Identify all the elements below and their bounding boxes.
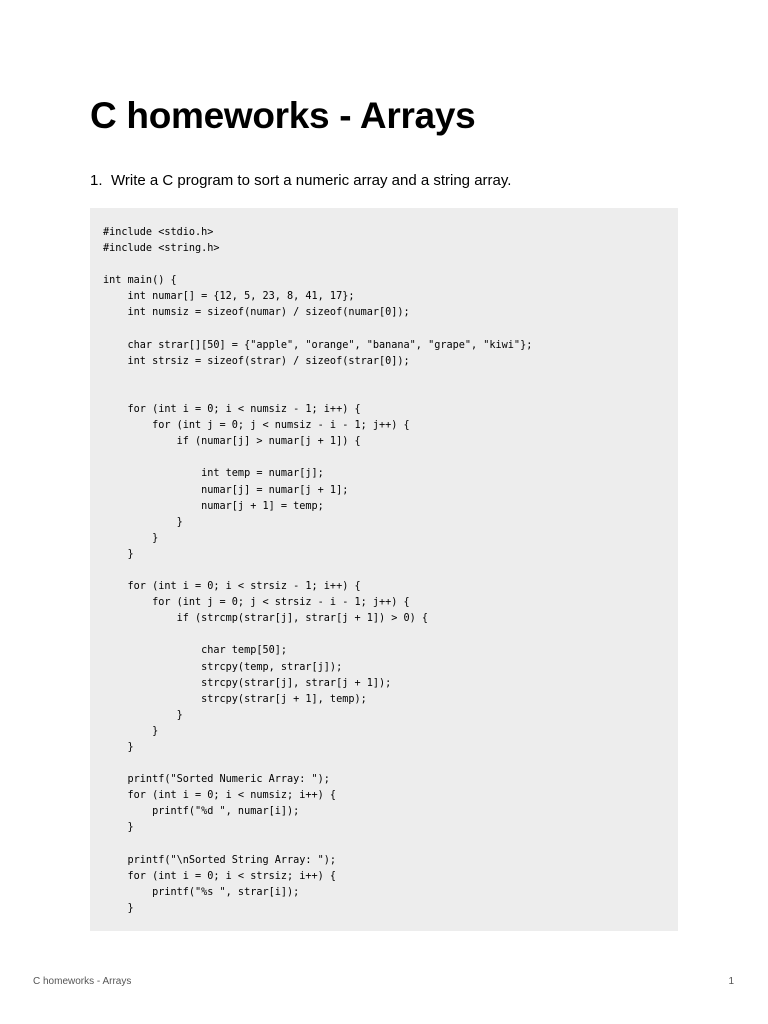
code-line: }	[103, 709, 183, 721]
code-line: for (int j = 0; j < numsiz - i - 1; j++) {	[103, 420, 410, 432]
code-line	[103, 563, 678, 579]
code-line: int numsiz = sizeof(numar) / sizeof(numar[0]);	[103, 307, 410, 319]
code-line: printf("%d ", numar[i]);	[103, 806, 300, 818]
code-line: }	[103, 822, 134, 834]
code-line: char temp[50];	[103, 645, 288, 657]
code-line	[103, 450, 678, 466]
code-line	[103, 370, 678, 386]
code-line: #include <stdio.h>	[103, 227, 214, 238]
code-line: for (int i = 0; i < strsiz - 1; i++) {	[103, 581, 361, 593]
code-line: }	[103, 742, 134, 753]
code-line: if (strcmp(strar[j], strar[j + 1]) > 0) {	[103, 613, 429, 625]
code-line	[103, 627, 678, 643]
code-line	[103, 386, 678, 402]
page-title: C homeworks - Arrays	[90, 95, 476, 136]
code-line	[103, 756, 678, 772]
code-line: }	[103, 516, 183, 528]
code-line: int temp = numar[j];	[103, 468, 324, 480]
page-number: 1	[728, 976, 734, 987]
code-line: }	[103, 548, 134, 560]
code-line: int strsiz = sizeof(strar) / sizeof(strar[0]);	[103, 355, 410, 367]
question-number: 1.	[90, 172, 103, 189]
code-line: printf("Sorted Numeric Array: ");	[103, 774, 330, 786]
code-line: }	[103, 902, 134, 914]
code-line: for (int i = 0; i < strsiz; i++) {	[103, 870, 337, 882]
code-line	[103, 322, 678, 338]
code-block	[90, 208, 678, 931]
code-line: numar[j + 1] = temp;	[103, 500, 324, 512]
code-line: printf("\nSorted String Array: ");	[103, 854, 337, 866]
code-line: strcpy(strar[j], strar[j + 1]);	[103, 677, 392, 689]
code-line: for (int j = 0; j < strsiz - i - 1; j++) {	[103, 597, 410, 609]
question-item	[90, 171, 511, 191]
code-line: if (numar[j] > numar[j + 1]) {	[103, 436, 361, 448]
code-line: }	[103, 725, 159, 737]
code-line: }	[103, 532, 159, 544]
code-line: int main() {	[103, 275, 177, 287]
question-text: Write a C program to sort a numeric array and a string array.	[111, 172, 512, 189]
code-line	[103, 837, 678, 853]
code-line: strcpy(strar[j + 1], temp);	[103, 693, 367, 705]
code-line: for (int i = 0; i < numsiz; i++) {	[103, 790, 337, 802]
code-line: int numar[] = {12, 5, 23, 8, 41, 17};	[103, 291, 355, 303]
code-line: #include <string.h>	[103, 243, 220, 255]
code-line: strcpy(temp, strar[j]);	[103, 661, 343, 673]
code-line: numar[j] = numar[j + 1];	[103, 484, 349, 496]
code-line: printf("%s ", strar[i]);	[103, 886, 300, 898]
code-line: for (int i = 0; i < numsiz - 1; i++) {	[103, 404, 361, 416]
code-line: char strar[][50] = {"apple", "orange", "banana", "grape", "kiwi"};	[103, 339, 533, 351]
footer-title: C homeworks - Arrays	[33, 976, 132, 987]
code-line	[103, 257, 678, 273]
